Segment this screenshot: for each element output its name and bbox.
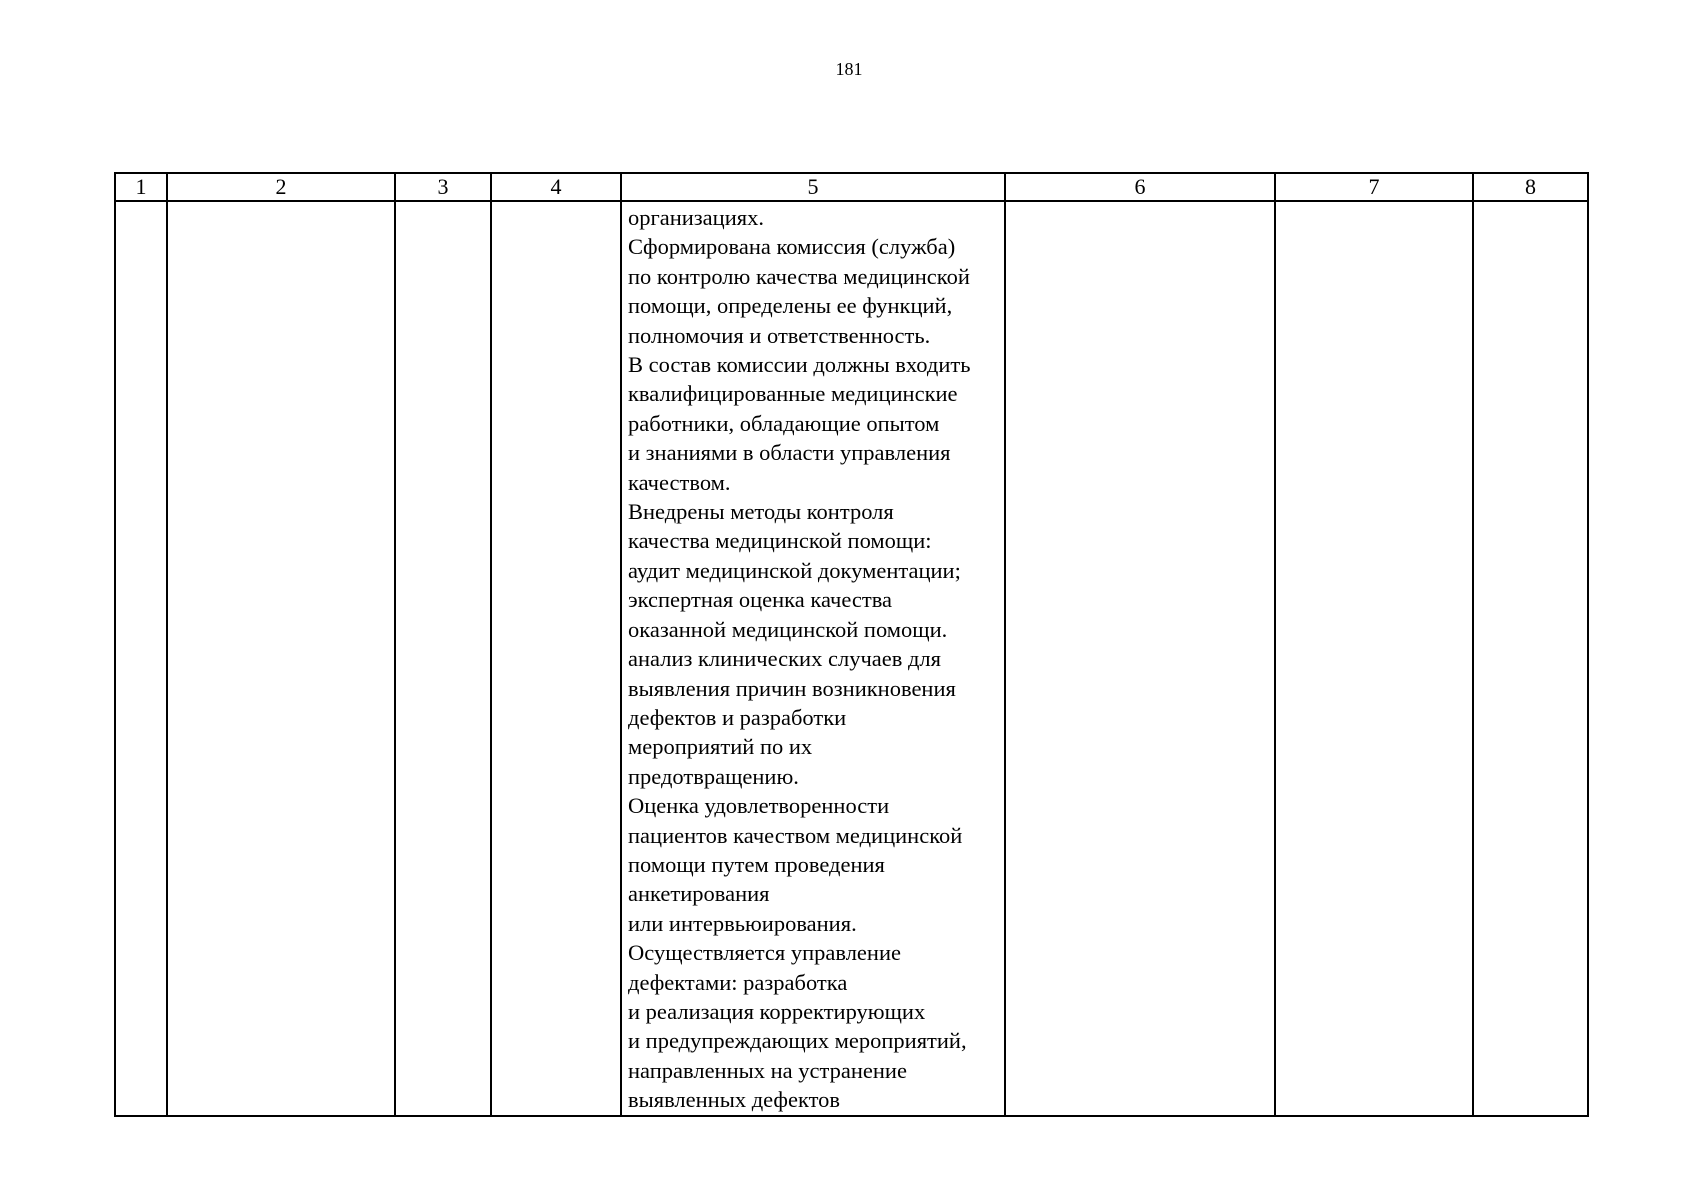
cell-col-7 bbox=[1275, 201, 1473, 1116]
text-line: и реализация корректирующих bbox=[628, 998, 926, 1024]
cell-col-4 bbox=[491, 201, 621, 1116]
cell-col-5 bbox=[621, 201, 1005, 1116]
text-line: качества медицинской помощи: bbox=[628, 528, 932, 554]
text-line: качеством. bbox=[628, 469, 731, 495]
text-line: квалифицированные медицинские bbox=[628, 381, 958, 407]
text-line: предотвращению. bbox=[628, 763, 799, 789]
text-line: дефектов и разработки bbox=[628, 704, 847, 730]
document-table bbox=[114, 172, 1589, 1117]
text-line: аудит медицинской документации; bbox=[628, 557, 961, 583]
text-line: анкетирования bbox=[628, 881, 770, 907]
table-row bbox=[115, 201, 1588, 1116]
text-line: пациентов качеством медицинской bbox=[628, 822, 963, 848]
text-line: или интервьюирования. bbox=[628, 910, 857, 936]
column-header-1: 1 bbox=[115, 173, 167, 201]
text-line: полномочия и ответственность. bbox=[628, 322, 931, 348]
text-line: В состав комиссии должны входить bbox=[628, 352, 971, 378]
column-header-6: 6 bbox=[1005, 173, 1275, 201]
text-line: Осуществляется управление bbox=[628, 940, 901, 966]
page-number: 181 bbox=[835, 59, 863, 79]
text-line: направленных на устранение bbox=[628, 1057, 907, 1083]
column-header-8: 8 bbox=[1473, 173, 1588, 201]
cell-col-3 bbox=[395, 201, 491, 1116]
text-line: оказанной медицинской помощи. bbox=[628, 616, 948, 642]
column-header-4: 4 bbox=[491, 173, 621, 201]
text-line: помощи, определены ее функций, bbox=[628, 293, 953, 319]
cell-col-1 bbox=[115, 201, 167, 1116]
text-line: Сформирована комиссия (служба) bbox=[628, 234, 956, 260]
text-line: работники, обладающие опытом bbox=[628, 410, 940, 436]
cell-col-8 bbox=[1473, 201, 1588, 1116]
cell-col-2 bbox=[167, 201, 395, 1116]
text-line: помощи путем проведения bbox=[628, 851, 885, 877]
text-line: мероприятий по их bbox=[628, 734, 813, 760]
cell-col-6 bbox=[1005, 201, 1275, 1116]
text-line: Внедрены методы контроля bbox=[628, 499, 894, 525]
column-header-5: 5 bbox=[621, 173, 1005, 201]
text-line: и знаниями в области управления bbox=[628, 440, 951, 466]
text-line: выявленных дефектов bbox=[628, 1087, 841, 1113]
text-line: по контролю качества медицинской bbox=[628, 263, 970, 289]
text-line: Оценка удовлетворенности bbox=[628, 793, 890, 819]
text-line: дефектами: разработка bbox=[628, 969, 848, 995]
text-line: анализ клинических случаев для bbox=[628, 646, 942, 672]
text-line: организациях. bbox=[628, 205, 764, 230]
text-line: экспертная оценка качества bbox=[628, 587, 893, 613]
column-header-7: 7 bbox=[1275, 173, 1473, 201]
quality-control-description bbox=[622, 202, 1004, 1115]
column-header-3: 3 bbox=[395, 173, 491, 201]
header-row bbox=[115, 173, 1588, 201]
column-header-2: 2 bbox=[167, 173, 395, 201]
text-line: и предупреждающих мероприятий, bbox=[628, 1028, 967, 1054]
text-line: выявления причин возникновения bbox=[628, 675, 956, 701]
